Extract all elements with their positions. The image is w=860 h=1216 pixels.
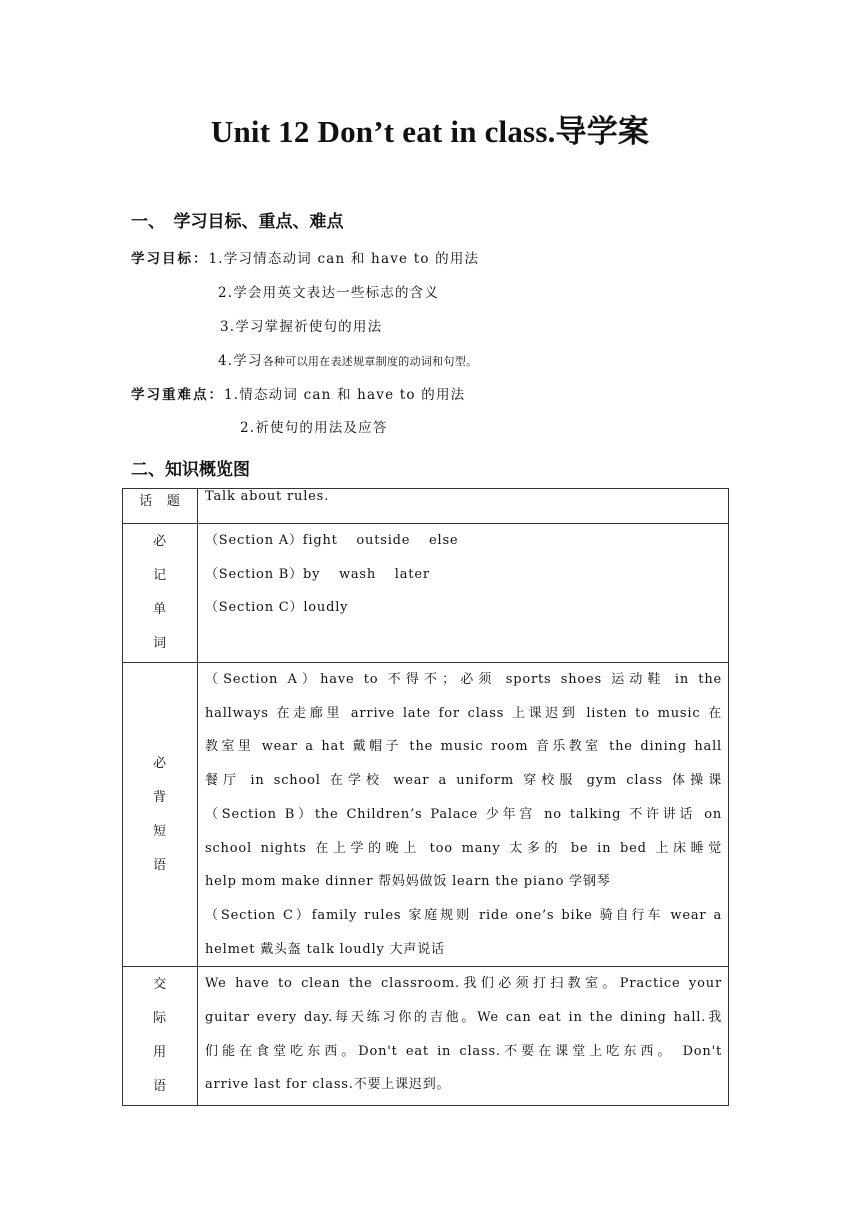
key-label: 学习重难点： [131,387,224,403]
phrases-line: （Section B）the Children’s Palace 少年宫 no talking 不许讲话 on [205,806,722,822]
label-char: 语 [153,857,167,873]
expressions-label [123,967,198,1106]
document-title: Unit 12 Don’t eat in class.导学案 [210,114,650,149]
words-line: （Section A）fight outside else [205,533,459,548]
table-row-expressions [123,967,729,1106]
label-char: 必 [153,534,167,549]
expressions-line: arrive last for class.不要上课迟到。 [205,1077,451,1093]
table-row-phrases [123,663,729,967]
phrases-line: school nights 在上学的晚上 too many 太多的 be in bed 上床睡觉 [205,840,722,856]
label-char: 短 [153,823,167,839]
expressions-content [198,967,729,1106]
label-char: 必 [153,755,167,771]
label-char: 语 [153,1079,167,1095]
overview-table [122,488,729,1106]
topic-label: 话 题 [123,489,198,524]
words-line: （Section C）loudly [205,600,349,616]
key-line-1 [131,383,465,403]
goal-line-1 [131,247,479,267]
phrases-line: 餐厅 in school 在学校 wear a uniform 穿校服 gym class 体操课 [205,773,722,789]
key-1: 1.情态动词 can 和 have to 的用法 [224,387,466,403]
goal-4-rest: 各种可以用在表述规章制度的动词和句型。 [262,355,478,368]
label-char: 交 [153,977,167,993]
label-char: 际 [153,1011,167,1027]
table-row-topic [123,489,729,524]
phrases-line: helmet 戴头盔 talk loudly 大声说话 [205,941,445,957]
section1-heading: 一、 学习目标、重点、难点 [131,212,344,232]
goal-4-prefix: 4.学习 [218,353,263,369]
goal-1: 1.学习情态动词 can 和 have to 的用法 [208,251,480,267]
topic-content: Talk about rules. [198,489,729,524]
label-char: 背 [153,789,167,805]
expressions-line: We have to clean the classroom.我们必须打扫教室。Practice your [205,976,722,992]
words-label [123,524,198,663]
label-char: 用 [153,1045,167,1061]
phrases-label [123,663,198,967]
words-content [198,524,729,663]
label-char: 记 [153,568,167,583]
goal-3: 3.学习掌握祈使句的用法 [220,319,383,335]
expressions-line: 们能在食堂吃东西。Don't eat in class.不要在课堂上吃东西。 Don't [205,1043,722,1059]
phrases-line: hallways 在走廊里 arrive late for class 上课迟到 listen to music 在 [205,705,722,721]
label-char: 单 [153,602,167,617]
goals-label: 学习目标： [131,251,209,267]
key-2: 2.祈使句的用法及应答 [240,420,388,436]
section2-heading: 二、知识概览图 [131,460,250,480]
phrases-line: （Section A）have to 不得不；必须 sports shoes 运动鞋 in the [205,672,722,687]
phrases-line: help mom make dinner 帮妈妈做饭 learn the piano 学钢琴 [205,874,611,890]
phrases-line: （Section C）family rules 家庭规则 ride one’s bike 骑自行车 wear a [205,907,722,923]
goal-line-4 [218,349,477,369]
expressions-line: guitar every day.每天练习你的吉他。We can eat in the dining hall.我 [205,1010,722,1026]
words-line: （Section B）by wash later [205,566,430,582]
phrases-line: 教室里 wear a hat 戴帽子 the music room 音乐教室 the dining hall [205,739,722,755]
table-row-words [123,524,729,663]
phrases-content [198,663,729,967]
label-char: 词 [153,636,167,651]
goal-2: 2.学会用英文表达一些标志的含义 [218,285,440,301]
